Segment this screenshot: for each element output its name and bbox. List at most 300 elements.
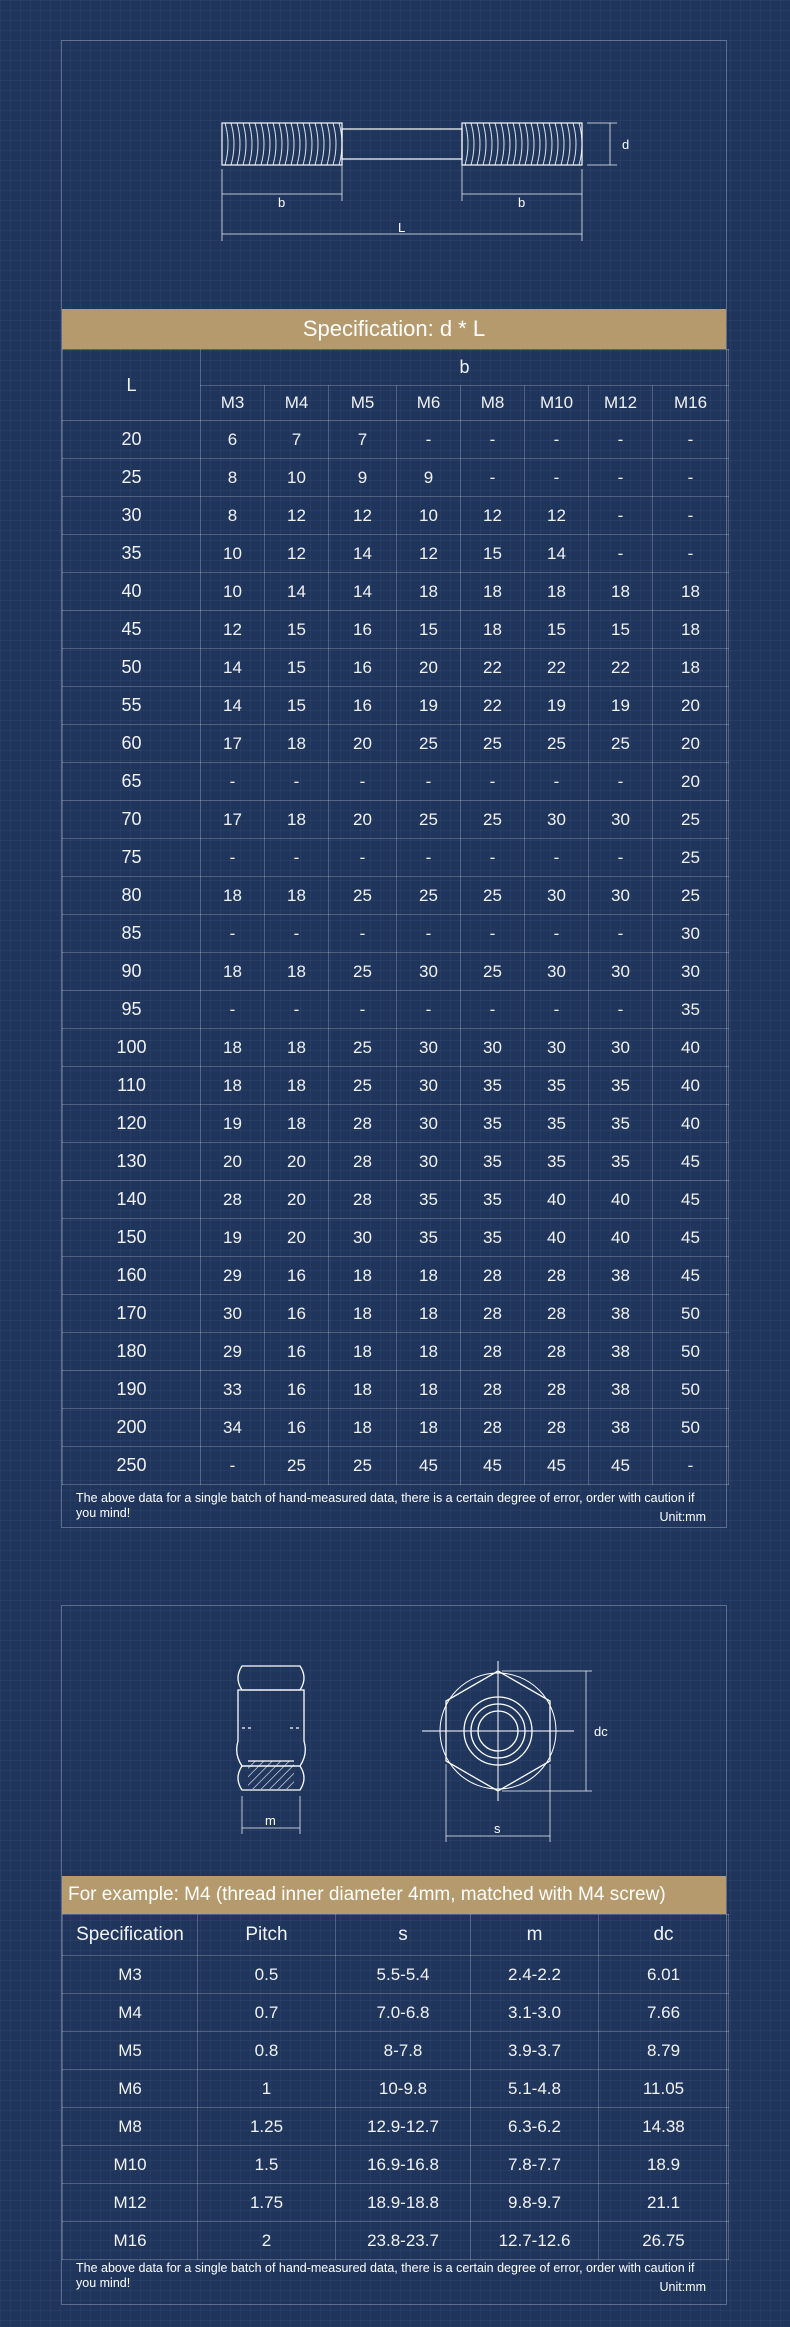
b-value-cell: 30 [589,801,653,839]
b-value-cell: 45 [653,1219,729,1257]
b-value-cell: 15 [397,611,461,649]
table-row [63,877,729,915]
b-value-cell: 19 [589,687,653,725]
table-row [63,801,729,839]
b-value-cell: - [461,839,525,877]
nut-value-cell: 7.0-6.8 [336,1994,471,2032]
b-value-cell: 18 [329,1333,397,1371]
table-row [63,2108,729,2146]
length-cell: 45 [63,611,201,649]
b-value-cell: 30 [397,1067,461,1105]
b-value-cell: - [525,839,589,877]
table-row [63,953,729,991]
b-value-cell: 25 [653,801,729,839]
b-value-cell: 16 [329,611,397,649]
b-value-cell: 40 [653,1029,729,1067]
b-value-cell: 10 [201,535,265,573]
length-cell: 150 [63,1219,201,1257]
b-value-cell: - [653,421,729,459]
nut-value-cell: 2.4-2.2 [471,1956,599,1994]
b-value-cell: 14 [525,535,589,573]
nut-value-cell: 3.1-3.0 [471,1994,599,2032]
nut-column-header: Pitch [198,1915,336,1956]
b-value-cell: 30 [397,1143,461,1181]
b-value-cell: 18 [265,1105,329,1143]
table-row [63,421,729,459]
length-cell: 55 [63,687,201,725]
b-value-cell: - [589,535,653,573]
b-value-cell: 15 [265,611,329,649]
b-value-cell: 40 [589,1219,653,1257]
nut-value-cell: 0.7 [198,1994,336,2032]
nut-label-s: s [494,1821,501,1836]
table-row [63,839,729,877]
b-value-cell: 25 [397,725,461,763]
b-value-cell: 18 [525,573,589,611]
b-value-cell: 15 [589,611,653,649]
b-value-cell: 18 [653,573,729,611]
table-row [63,1181,729,1219]
table-row [63,687,729,725]
dim-label-b-left: b [278,195,286,210]
b-value-cell: 35 [589,1105,653,1143]
b-value-cell: 45 [653,1257,729,1295]
stud-disclaimer [62,1491,726,1525]
b-value-cell: 38 [589,1295,653,1333]
b-value-cell: - [525,459,589,497]
length-cell: 40 [63,573,201,611]
b-value-cell: 50 [653,1371,729,1409]
length-cell: 90 [63,953,201,991]
table-row [63,1447,729,1485]
nut-value-cell: 11.05 [599,2070,729,2108]
b-value-cell: 17 [201,725,265,763]
table-row [63,763,729,801]
b-value-cell: 45 [653,1143,729,1181]
length-cell: 100 [63,1029,201,1067]
b-value-cell: - [525,915,589,953]
b-value-cell: 18 [201,1067,265,1105]
nut-label-dc: dc [594,1724,608,1739]
b-value-cell: 25 [461,801,525,839]
table-row [63,991,729,1029]
b-value-cell: 35 [525,1143,589,1181]
b-value-cell: 28 [329,1143,397,1181]
size-column-header: M4 [265,386,329,421]
b-value-cell: 38 [589,1409,653,1447]
b-value-cell: - [589,839,653,877]
nut-disclaimer [62,2261,726,2295]
nut-value-cell: 5.5-5.4 [336,1956,471,1994]
b-value-cell: 28 [461,1409,525,1447]
nut-column-header: dc [599,1915,729,1956]
b-value-cell: 9 [397,459,461,497]
table-row [63,459,729,497]
table-row [63,1371,729,1409]
length-cell: 25 [63,459,201,497]
table-row [63,1257,729,1295]
b-value-cell: 28 [525,1257,589,1295]
nut-value-cell: M8 [63,2108,198,2146]
b-value-cell: 18 [461,611,525,649]
b-value-cell: 40 [653,1067,729,1105]
b-value-cell: 38 [589,1257,653,1295]
b-value-cell: 10 [201,573,265,611]
nut-value-cell: 12.9-12.7 [336,2108,471,2146]
b-value-cell: 25 [461,877,525,915]
b-value-cell: 25 [329,953,397,991]
nut-value-cell: 23.8-23.7 [336,2222,471,2260]
b-value-cell: 6 [201,421,265,459]
table-row [63,2222,729,2260]
length-cell: 160 [63,1257,201,1295]
b-value-cell: - [329,763,397,801]
b-value-cell: - [589,763,653,801]
size-column-header: M5 [329,386,397,421]
nut-value-cell: 10-9.8 [336,2070,471,2108]
nut-value-cell: M16 [63,2222,198,2260]
b-value-cell: 16 [265,1333,329,1371]
nut-value-cell: 18.9 [599,2146,729,2184]
size-column-header: M8 [461,386,525,421]
b-value-cell: 20 [265,1181,329,1219]
b-value-cell: 18 [397,1295,461,1333]
nut-value-cell: 21.1 [599,2184,729,2222]
b-value-cell: 18 [653,649,729,687]
b-value-cell: - [397,991,461,1029]
length-cell: 180 [63,1333,201,1371]
length-cell: 250 [63,1447,201,1485]
nut-value-cell: 26.75 [599,2222,729,2260]
b-value-cell: 30 [397,1105,461,1143]
b-value-cell: 35 [461,1181,525,1219]
b-value-cell: 18 [329,1371,397,1409]
table-row [63,2184,729,2222]
nut-value-cell: 7.8-7.7 [471,2146,599,2184]
length-cell: 65 [63,763,201,801]
nut-value-cell: M6 [63,2070,198,2108]
b-value-cell: 30 [653,915,729,953]
length-cell: 20 [63,421,201,459]
b-value-cell: 15 [525,611,589,649]
nut-column-header: s [336,1915,471,1956]
b-value-cell: 30 [589,953,653,991]
nut-value-cell: 2 [198,2222,336,2260]
b-value-cell: 22 [461,687,525,725]
b-value-cell: 14 [201,649,265,687]
b-value-cell: 19 [201,1219,265,1257]
nut-example-title: For example: M4 (thread inner diameter 4mm, matched with M4 screw) [62,1876,726,1914]
nut-value-cell: 1.25 [198,2108,336,2146]
b-value-cell: 30 [329,1219,397,1257]
nut-side-view [237,1666,306,1790]
b-value-cell: 28 [525,1409,589,1447]
b-value-cell: 20 [653,725,729,763]
table-row [63,611,729,649]
b-value-cell: - [201,915,265,953]
dim-label-L: L [398,220,406,235]
size-column-header: M12 [589,386,653,421]
b-value-cell: 20 [201,1143,265,1181]
b-value-cell: 17 [201,801,265,839]
b-value-cell: 18 [397,1257,461,1295]
b-value-cell: - [653,1447,729,1485]
b-value-cell: - [265,839,329,877]
b-value-cell: 45 [525,1447,589,1485]
b-value-cell: 25 [525,725,589,763]
b-value-cell: 33 [201,1371,265,1409]
b-value-cell: 35 [653,991,729,1029]
b-value-cell: 12 [397,535,461,573]
b-value-cell: - [461,459,525,497]
b-group-header: b [201,350,729,386]
b-value-cell: 14 [201,687,265,725]
b-value-cell: 30 [525,953,589,991]
b-value-cell: 10 [265,459,329,497]
table-row [63,1067,729,1105]
nut-disclaimer-text: The above data for a single batch of hand-measured data, there is a certain degree of error, order with caution if you mind! [76,2261,695,2290]
length-cell: 95 [63,991,201,1029]
b-value-cell: 12 [265,497,329,535]
b-value-cell: 25 [329,1447,397,1485]
b-value-cell: 25 [589,725,653,763]
b-value-cell: - [201,763,265,801]
b-value-cell: 38 [589,1371,653,1409]
table-row [63,573,729,611]
stud-spec-table [62,349,729,1485]
nut-value-cell: 6.3-6.2 [471,2108,599,2146]
b-value-cell: 12 [201,611,265,649]
b-value-cell: 10 [397,497,461,535]
dim-label-d: d [622,137,630,152]
b-value-cell: - [525,991,589,1029]
b-value-cell: 28 [461,1333,525,1371]
nut-value-cell: 1 [198,2070,336,2108]
table-row [63,1956,729,1994]
b-value-cell: 25 [265,1447,329,1485]
b-value-cell: - [589,497,653,535]
length-cell: 50 [63,649,201,687]
b-value-cell: 18 [397,1409,461,1447]
b-value-cell: 18 [265,877,329,915]
b-value-cell: 25 [329,1029,397,1067]
b-value-cell: 35 [461,1143,525,1181]
b-value-cell: 19 [525,687,589,725]
b-value-cell: 30 [589,1029,653,1067]
nut-spec-table [62,1914,729,2260]
b-value-cell: 25 [461,725,525,763]
length-cell: 80 [63,877,201,915]
nut-value-cell: 3.9-3.7 [471,2032,599,2070]
table-row [63,649,729,687]
nut-drawing [62,1606,728,1874]
b-value-cell: 20 [397,649,461,687]
b-value-cell: 35 [461,1105,525,1143]
size-column-header: M6 [397,386,461,421]
b-value-cell: 16 [265,1371,329,1409]
b-value-cell: 28 [201,1181,265,1219]
b-value-cell: - [461,421,525,459]
b-value-cell: 8 [201,459,265,497]
b-value-cell: 35 [589,1067,653,1105]
nut-value-cell: M5 [63,2032,198,2070]
b-value-cell: 50 [653,1333,729,1371]
b-value-cell: - [653,459,729,497]
b-value-cell: 16 [329,687,397,725]
length-cell: 170 [63,1295,201,1333]
table-row [63,1143,729,1181]
b-value-cell: 18 [201,877,265,915]
b-value-cell: 30 [589,877,653,915]
length-cell: 120 [63,1105,201,1143]
nut-unit-label: Unit:mm [659,2280,706,2294]
length-cell: 110 [63,1067,201,1105]
b-value-cell: 18 [329,1257,397,1295]
b-value-cell: 25 [329,877,397,915]
b-value-cell: - [397,763,461,801]
b-value-cell: 28 [525,1333,589,1371]
b-value-cell: 35 [525,1105,589,1143]
stud-spec-panel [61,40,727,1528]
b-value-cell: - [397,839,461,877]
b-value-cell: - [329,839,397,877]
stud-shank [342,129,462,159]
nut-value-cell: 8.79 [599,2032,729,2070]
length-cell: 130 [63,1143,201,1181]
dim-label-b-right: b [518,195,526,210]
table-row [63,2070,729,2108]
b-value-cell: 7 [329,421,397,459]
b-value-cell: 14 [329,535,397,573]
b-value-cell: 30 [525,877,589,915]
b-value-cell: - [589,459,653,497]
b-value-cell: 15 [265,649,329,687]
b-value-cell: 16 [265,1257,329,1295]
nut-value-cell: 9.8-9.7 [471,2184,599,2222]
b-value-cell: 28 [525,1371,589,1409]
b-value-cell: - [397,421,461,459]
b-value-cell: 45 [589,1447,653,1485]
b-value-cell: 35 [397,1181,461,1219]
b-value-cell: - [329,915,397,953]
b-value-cell: - [461,915,525,953]
b-value-cell: 28 [461,1371,525,1409]
b-value-cell: 25 [329,1067,397,1105]
table-row [63,725,729,763]
b-value-cell: - [525,763,589,801]
b-value-cell: 35 [525,1067,589,1105]
b-value-cell: 18 [265,725,329,763]
b-value-cell: 28 [461,1257,525,1295]
length-cell: 85 [63,915,201,953]
b-value-cell: 40 [589,1181,653,1219]
table-row [63,535,729,573]
b-value-cell: - [265,763,329,801]
b-value-cell: 22 [461,649,525,687]
nut-value-cell: 14.38 [599,2108,729,2146]
nut-value-cell: M12 [63,2184,198,2222]
b-value-cell: 45 [653,1181,729,1219]
nut-value-cell: 18.9-18.8 [336,2184,471,2222]
b-value-cell: - [653,497,729,535]
b-value-cell: 15 [265,687,329,725]
table-row [63,1409,729,1447]
nut-column-header: m [471,1915,599,1956]
b-value-cell: - [461,991,525,1029]
b-value-cell: - [201,991,265,1029]
b-value-cell: 18 [461,573,525,611]
b-value-cell: - [265,991,329,1029]
length-cell: 60 [63,725,201,763]
table-row [63,1105,729,1143]
b-value-cell: 29 [201,1257,265,1295]
b-value-cell: 45 [461,1447,525,1485]
b-value-cell: 40 [525,1181,589,1219]
b-value-cell: 18 [329,1295,397,1333]
length-cell: 70 [63,801,201,839]
b-value-cell: 16 [265,1295,329,1333]
nut-label-m: m [265,1813,276,1828]
b-value-cell: 40 [653,1105,729,1143]
b-value-cell: 18 [397,1333,461,1371]
b-value-cell: - [525,421,589,459]
b-value-cell: 22 [525,649,589,687]
b-value-cell: 18 [589,573,653,611]
b-value-cell: 19 [397,687,461,725]
b-value-cell: 18 [397,573,461,611]
b-value-cell: - [589,421,653,459]
b-value-cell: - [329,991,397,1029]
table-row [63,2146,729,2184]
b-value-cell: - [653,535,729,573]
b-value-cell: 20 [653,687,729,725]
table-row [63,1219,729,1257]
b-value-cell: 25 [653,839,729,877]
b-value-cell: 18 [653,611,729,649]
b-value-cell: 12 [329,497,397,535]
b-value-cell: 18 [201,953,265,991]
b-value-cell: 7 [265,421,329,459]
b-value-cell: 20 [265,1143,329,1181]
length-cell: 140 [63,1181,201,1219]
b-value-cell: 16 [329,649,397,687]
b-value-cell: 15 [461,535,525,573]
b-value-cell: 20 [265,1219,329,1257]
b-value-cell: - [589,915,653,953]
b-value-cell: 20 [329,801,397,839]
b-value-cell: 28 [329,1105,397,1143]
nut-top-view [422,1661,574,1801]
b-value-cell: 35 [589,1143,653,1181]
b-value-cell: 12 [461,497,525,535]
table-row [63,1029,729,1067]
b-value-cell: - [461,763,525,801]
nut-value-cell: M3 [63,1956,198,1994]
b-value-cell: 19 [201,1105,265,1143]
nut-value-cell: 1.5 [198,2146,336,2184]
nut-value-cell: 16.9-16.8 [336,2146,471,2184]
table-row [63,1994,729,2032]
b-value-cell: 30 [201,1295,265,1333]
length-cell: 75 [63,839,201,877]
b-value-cell: 12 [525,497,589,535]
b-value-cell: 18 [201,1029,265,1067]
b-value-cell: 12 [265,535,329,573]
b-value-cell: 30 [397,953,461,991]
length-cell: 190 [63,1371,201,1409]
nut-value-cell: 7.66 [599,1994,729,2032]
b-value-cell: 38 [589,1333,653,1371]
